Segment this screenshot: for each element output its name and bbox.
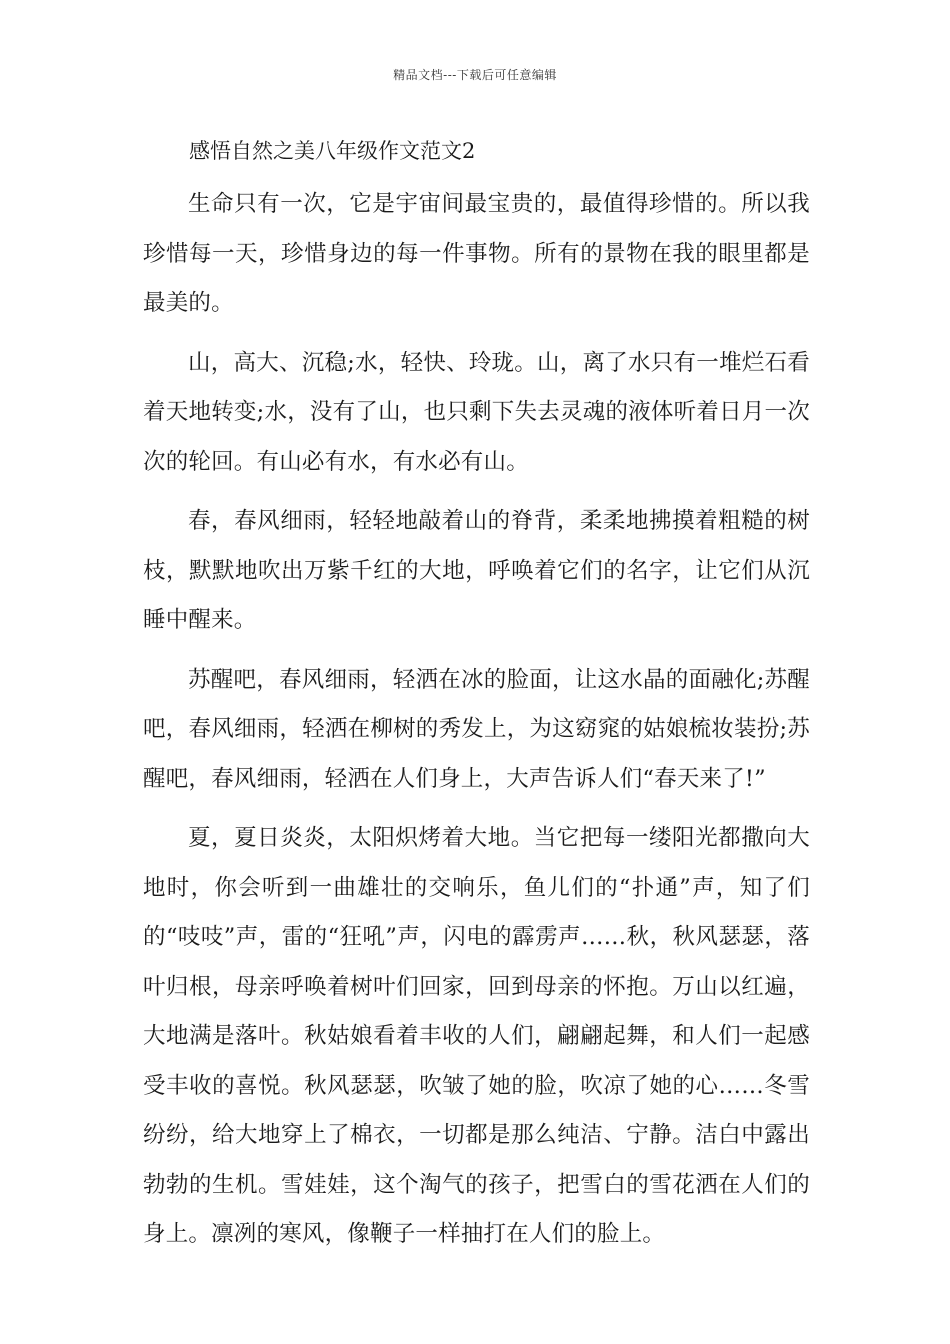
document-title: 感悟自然之美八年级作文范文2 [189, 139, 476, 163]
paragraph-2: 山，高大、沉稳;水，轻快、玲珑。山，离了水只有一堆烂石看着天地转变;水，没有了山，也只剩下失去灵魂的液体听着日月一次次的轮回。有山必有水，有水必有山。 [143, 349, 810, 475]
paragraph-5: 夏，夏日炎炎，太阳炽烤着大地。当它把每一缕阳光都撒向大地时，你会听到一曲雄壮的交响乐，鱼儿们的“扑通”声，知了们的“吱吱”声，雷的“狂吼”声，闪电的霹雳声……秋，秋风瑟瑟，落叶归根，母亲呼唤着树叶们回家，回到母亲的怀抱。万山以红遍，大地满是落叶。秋姑娘看着丰收的人们，翩翩起舞，和人们一起感受丰收的喜悦。秋风瑟瑟，吹皱了她的脸，吹凉了她的心……冬雪纷纷，给大地穿上了棉衣，一切都是那么纯洁、宁静。洁白中露出勃勃的生机。雪娃娃，这个淘气的孩子，把雪白的雪花洒在人们的身上。凛冽的寒风，像鞭子一样抽打在人们的脸上。 [143, 825, 810, 1247]
document-body [143, 132, 810, 1270]
paragraph-3: 春，春风细雨，轻轻地敲着山的脊背，柔柔地拂摸着粗糙的树枝，默默地吹出万紫千红的大地，呼唤着它们的名字，让它们从沉睡中醒来。 [143, 508, 810, 633]
page-header: 精品文档---下载后可任意编辑 [393, 68, 557, 82]
paragraph-1: 生命只有一次，它是宇宙间最宝贵的，最值得珍惜的。所以我珍惜每一天，珍惜身边的每一件事物。所有的景物在我的眼里都是最美的。 [143, 191, 810, 316]
paragraph-4: 苏醒吧，春风细雨，轻洒在冰的脸面，让这水晶的面融化;苏醒吧，春风细雨，轻洒在柳树的秀发上，为这窈窕的姑娘梳妆装扮;苏醒吧，春风细雨，轻洒在人们身上，大声告诉人们“春天来了!” [143, 666, 810, 792]
